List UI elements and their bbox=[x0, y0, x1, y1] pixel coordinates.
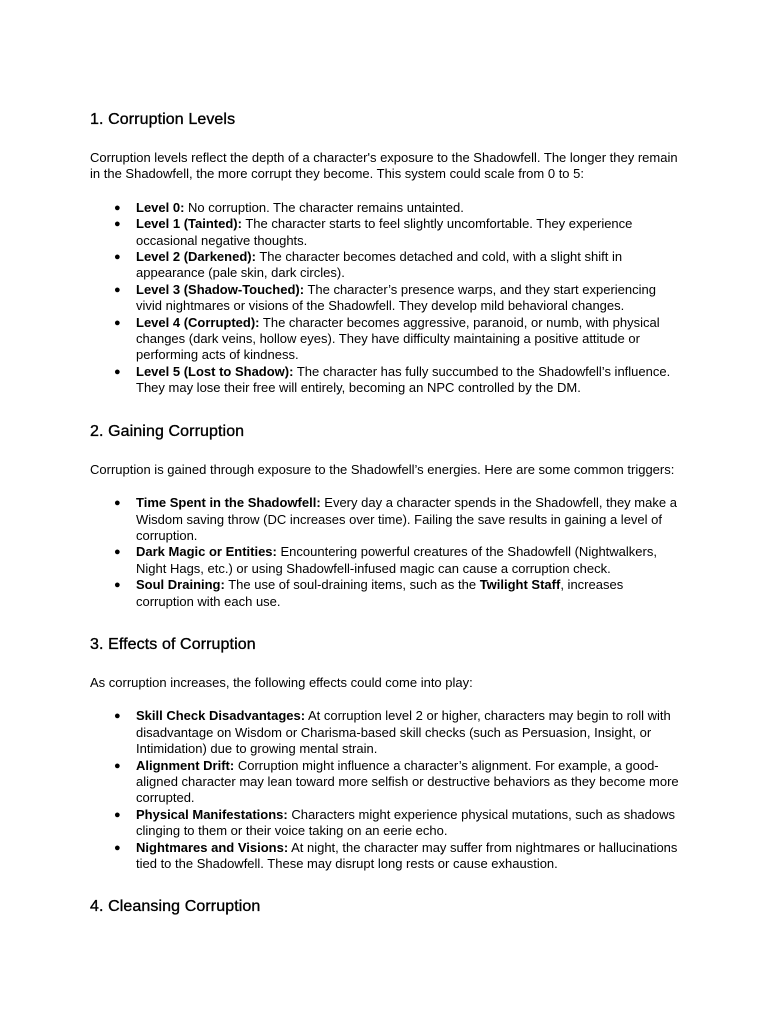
list-item bbox=[90, 249, 684, 282]
item-term: Level 4 (Corrupted): bbox=[136, 314, 260, 330]
list-item bbox=[90, 758, 684, 807]
list-item bbox=[90, 364, 684, 397]
item-term: Skill Check Disadvantages: bbox=[136, 708, 306, 724]
bullet-list bbox=[90, 200, 684, 397]
bullet-icon: ● bbox=[114, 316, 121, 329]
list-item bbox=[90, 544, 684, 577]
item-text: The character has fully succumbed to the Shadowfell’s influence. They may lose their free will entirely, becoming an NPC controlled by the DM. bbox=[136, 363, 671, 396]
item-text: Every day a character spends in the Shadowfell, they make a Wisdom saving throw (DC increases over time). Failing the save results in gaining a level of corruption. bbox=[136, 495, 677, 543]
section-cleansing-corruption bbox=[90, 897, 684, 917]
bullet-icon: ● bbox=[114, 218, 121, 231]
bullet-icon: ● bbox=[114, 710, 121, 723]
item-text: The character becomes detached and cold, with a slight shift in appearance (pale skin, dark circles). bbox=[136, 249, 623, 281]
item-term: Level 0: bbox=[136, 199, 185, 215]
item-text: The character starts to feel slightly uncomfortable. They experience occasional negative thoughts. bbox=[136, 216, 633, 248]
item-text: At night, the character may suffer from nightmares or hallucinations tied to the Shadowfell. These may disrupt long rests or cause exhaustion. bbox=[136, 839, 678, 871]
section-heading: 2. Gaining Corruption bbox=[90, 422, 245, 440]
bullet-icon: ● bbox=[114, 365, 121, 378]
item-text: The use of soul-draining items, such as the bbox=[224, 577, 480, 593]
list-item bbox=[90, 282, 684, 315]
list-item bbox=[90, 495, 684, 544]
bullet-icon: ● bbox=[114, 841, 121, 854]
section-effects-of-corruption bbox=[90, 635, 684, 872]
item-term-inline: Twilight Staff bbox=[479, 577, 561, 593]
section-heading: 4. Cleansing Corruption bbox=[90, 898, 261, 916]
item-text: The character becomes aggressive, paranoid, or numb, with physical changes (dark veins, hollow eyes). They have difficulty maintaining a positive attitude or performing acts of kindness. bbox=[136, 314, 660, 363]
bullet-list bbox=[90, 708, 684, 872]
item-term: Alignment Drift: bbox=[136, 757, 235, 773]
bullet-icon: ● bbox=[114, 759, 121, 772]
item-term: Level 5 (Lost to Shadow): bbox=[136, 363, 294, 379]
list-item bbox=[90, 577, 684, 610]
bullet-icon: ● bbox=[114, 546, 121, 559]
bullet-icon: ● bbox=[114, 579, 121, 592]
item-term: Level 1 (Tainted): bbox=[136, 216, 242, 232]
section-heading: 3. Effects of Corruption bbox=[90, 635, 256, 653]
list-item bbox=[90, 216, 684, 249]
bullet-icon: ● bbox=[114, 808, 121, 821]
item-term: Dark Magic or Entities: bbox=[136, 544, 277, 560]
section-corruption-levels bbox=[90, 110, 684, 397]
item-term: Level 3 (Shadow-Touched): bbox=[136, 281, 305, 297]
item-term: Nightmares and Visions: bbox=[136, 839, 289, 855]
bullet-icon: ● bbox=[114, 251, 121, 264]
item-text: Corruption might influence a character’s alignment. For example, a good-aligned character may lean toward more selfish or destructive behaviors as they become more corrupted. bbox=[136, 757, 679, 806]
item-text: Encountering powerful creatures of the Shadowfell (Nightwalkers, Night Hags, etc.) or using Shadowfell-infused magic can cause a corruption check. bbox=[136, 544, 657, 576]
item-term: Soul Draining: bbox=[136, 577, 225, 593]
bullet-list bbox=[90, 495, 684, 610]
list-item bbox=[90, 807, 684, 840]
section-heading: 1. Corruption Levels bbox=[90, 111, 236, 128]
item-term: Physical Manifestations: bbox=[136, 806, 288, 822]
bullet-icon: ● bbox=[114, 497, 121, 510]
list-item bbox=[90, 840, 684, 873]
section-intro: As corruption increases, the following effects could come into play: bbox=[90, 674, 473, 690]
bullet-icon: ● bbox=[114, 283, 121, 296]
item-term: Time Spent in the Shadowfell: bbox=[136, 495, 321, 511]
list-item bbox=[90, 315, 684, 364]
section-gaining-corruption bbox=[90, 422, 684, 610]
section-intro: Corruption levels reflect the depth of a character's exposure to the Shadowfell. The longer they remain in the Shadowfell, the more corrupt they become. This system could scale from 0 to 5: bbox=[90, 150, 678, 182]
item-text: No corruption. The character remains untainted. bbox=[184, 199, 464, 215]
section-intro: Corruption is gained through exposure to the Shadowfell’s energies. Here are some common triggers: bbox=[90, 461, 675, 477]
item-text-tail: , increases corruption with each use. bbox=[136, 577, 624, 609]
list-item bbox=[90, 200, 684, 216]
item-text: The character’s presence warps, and they start experiencing vivid nightmares or visions of the Shadowfell. They develop mild behavioral changes. bbox=[136, 281, 656, 314]
item-term: Level 2 (Darkened): bbox=[136, 249, 256, 265]
bullet-icon: ● bbox=[114, 201, 121, 214]
item-text: Characters might experience physical mutations, such as shadows clinging to them or their voice taking on an eerie echo. bbox=[136, 806, 676, 839]
item-text: At corruption level 2 or higher, characters may begin to roll with disadvantage on Wisdom or Charisma-based skill checks (such as Persuasion, Insight, or Intimidation) due to growing mental strain. bbox=[136, 708, 671, 757]
list-item bbox=[90, 708, 684, 757]
